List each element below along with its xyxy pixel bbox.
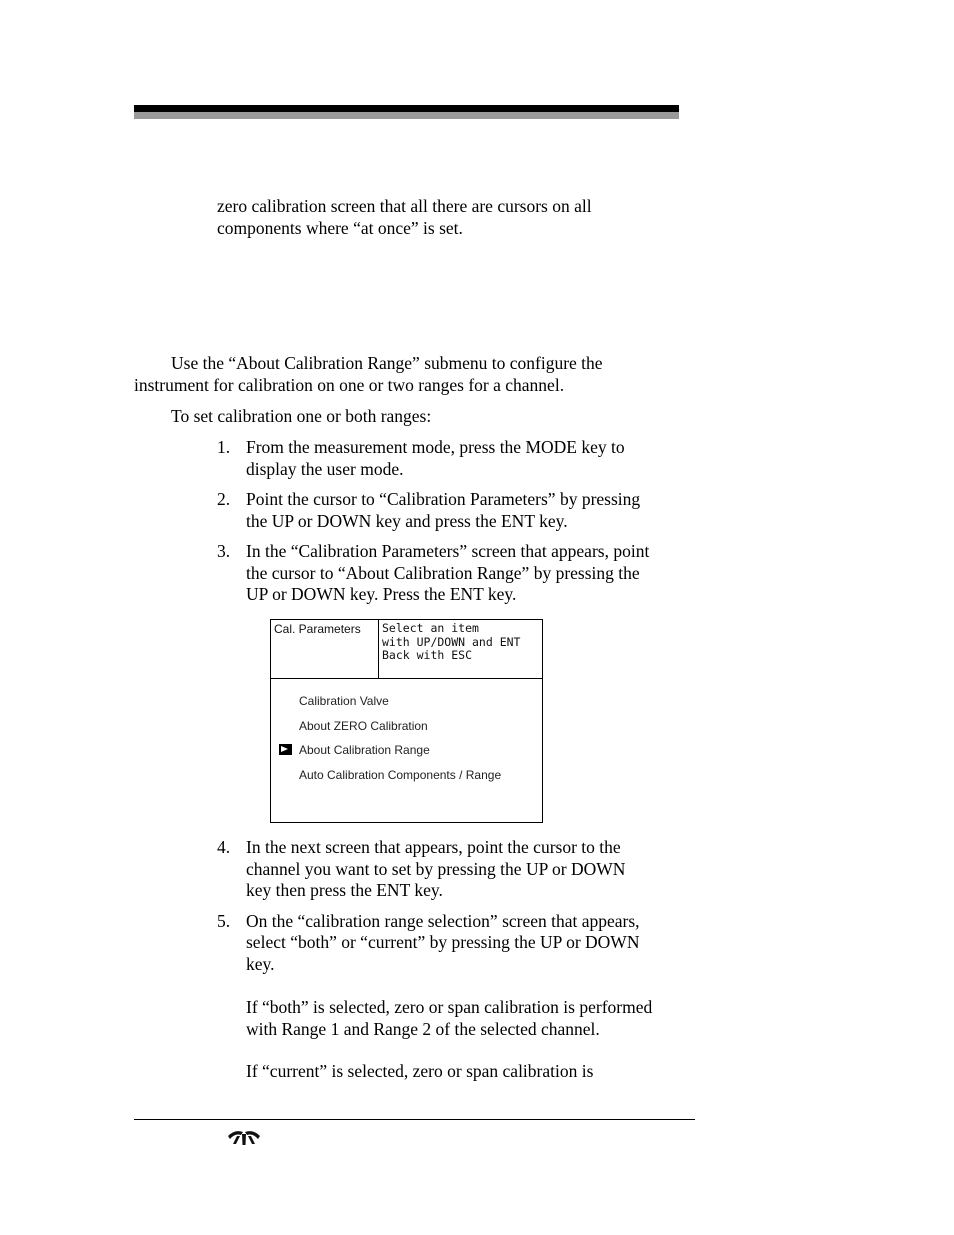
step-item: [217, 489, 649, 532]
header-rule-dark: [134, 105, 679, 112]
step-text-line: In the “Calibration Parameters” screen that appears, point: [246, 541, 650, 561]
step-number: 4.: [217, 837, 231, 857]
step-text-line: Point the cursor to “Calibration Parameters” by pressing: [246, 489, 641, 509]
intro-line-1: Use the “About Calibration Range” submenu to configure the: [171, 353, 603, 373]
screen-title: Cal. Parameters: [274, 622, 361, 636]
step-text-line: channel you want to set by pressing the UP or DOWN: [246, 858, 626, 879]
screen-header-divider: [378, 620, 379, 678]
menu-item-about-calibration-range[interactable]: [271, 738, 542, 763]
menu-item-auto-calibration-components[interactable]: [271, 763, 542, 788]
continuation-line-2: components where “at once” is set.: [217, 218, 463, 238]
step-text-line: On the “calibration range selection” screen that appears,: [246, 910, 640, 931]
menu-item-label: Auto Calibration Components / Range: [299, 768, 502, 783]
menu-item-label: About ZERO Calibration: [299, 718, 428, 733]
help-line: Select an item: [382, 621, 479, 635]
note-both: [217, 997, 652, 1040]
step-number: 5.: [217, 910, 231, 931]
step-item: [217, 437, 649, 480]
screen-help-text: [382, 622, 520, 663]
procedure-lead: To set calibration one or both ranges:: [171, 406, 432, 426]
screen-menu: [271, 689, 542, 788]
teledyne-logo-icon: [226, 1128, 262, 1146]
step-text-line: the UP or DOWN key and press the ENT key.: [246, 510, 568, 531]
step-number: 3.: [217, 541, 231, 561]
continuation-line-1: zero calibration screen that all there are cursors on all: [217, 196, 592, 216]
menu-item-label: Calibration Valve: [299, 694, 389, 708]
note-line: If “both” is selected, zero or span calibration is performed: [246, 997, 653, 1017]
step-number: 2.: [217, 489, 231, 509]
menu-item-label: About Calibration Range: [299, 743, 430, 758]
note-line: with Range 1 and Range 2 of the selected channel.: [246, 1018, 600, 1039]
step-item: [217, 541, 649, 606]
steps-list-b: [217, 837, 640, 984]
header-rule-gray: [134, 112, 679, 119]
step-text-line: key then press the ENT key.: [246, 880, 443, 900]
screen-header: [271, 620, 542, 679]
step-text-line: UP or DOWN key. Press the ENT key.: [246, 584, 517, 604]
step-5-notes: [217, 976, 652, 1083]
step-item: [217, 911, 640, 976]
steps-list-a: [217, 437, 649, 615]
step-text-line: From the measurement mode, press the MODE key to: [246, 437, 625, 457]
menu-item-about-zero-calibration[interactable]: [271, 714, 542, 739]
menu-item-calibration-valve[interactable]: [271, 689, 542, 714]
step-text-line: the cursor to “About Calibration Range” by pressing the: [246, 562, 640, 583]
step-text-line: display the user mode.: [246, 458, 404, 479]
help-line: Back with ESC: [382, 648, 473, 662]
step-text-line: select “both” or “current” by pressing the UP or DOWN: [246, 932, 640, 952]
note-line: If “current” is selected, zero or span calibration is: [246, 1061, 594, 1081]
step-number: 1.: [217, 437, 231, 457]
cal-parameters-screen: [270, 619, 543, 823]
step-text-line: In the next screen that appears, point the cursor to the: [246, 837, 621, 857]
intro-line-2: instrument for calibration on one or two ranges for a channel.: [134, 375, 565, 395]
step-item: [217, 837, 640, 902]
note-current: [217, 1061, 652, 1083]
help-line: with UP/DOWN and ENT: [382, 634, 521, 649]
cursor-arrow-icon: [279, 744, 292, 755]
footer-rule: [134, 1119, 695, 1120]
step-text-line: key.: [246, 953, 275, 974]
